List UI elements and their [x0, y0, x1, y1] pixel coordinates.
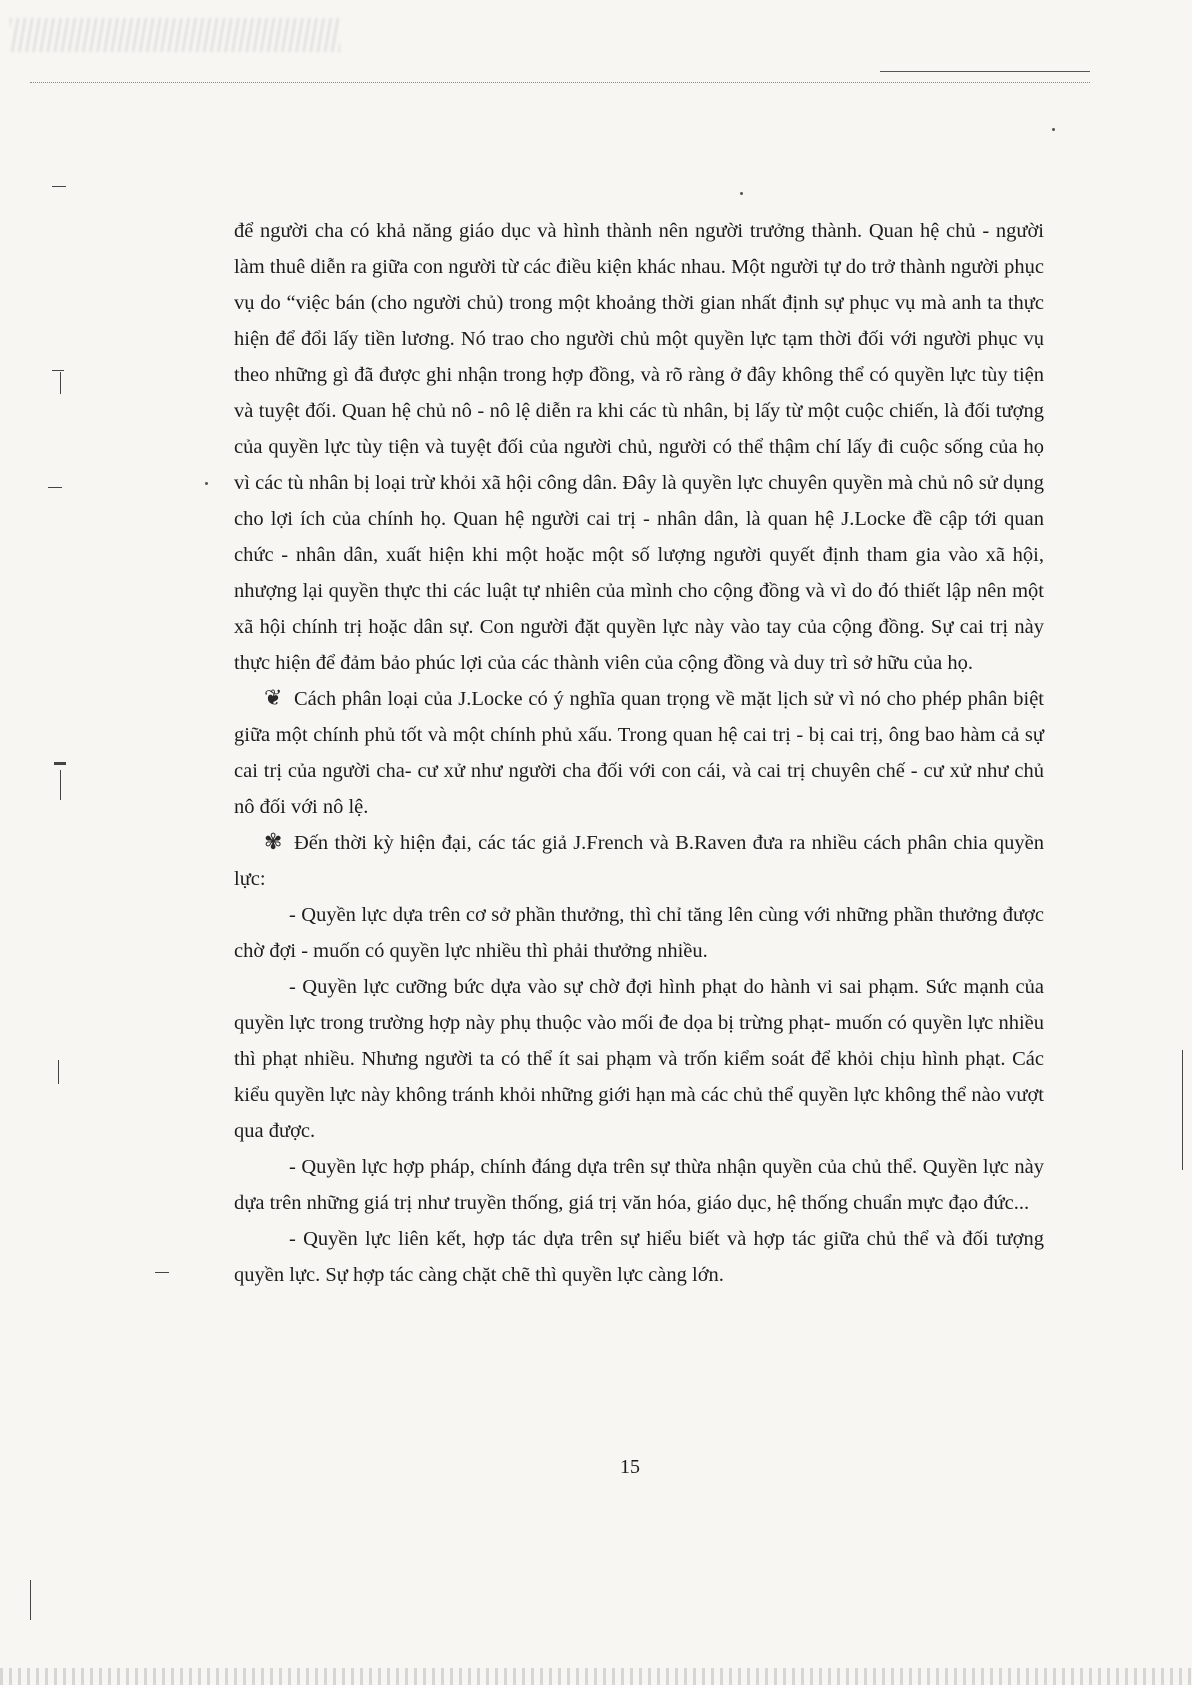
margin-mark [1182, 1050, 1183, 1170]
scan-dot [740, 192, 743, 195]
margin-mark [54, 762, 66, 765]
margin-mark [52, 186, 66, 187]
paragraph [234, 681, 1044, 825]
paragraph: - Quyền lực dựa trên cơ sở phần thưởng, thì chỉ tăng lên cùng với những phần thưởng được chờ đợi - muốn có quyền lực nhiều thì phải thưởng nhiều. [234, 904, 1044, 962]
margin-mark [155, 1272, 169, 1273]
paragraph-text: Cách phân loại của J.Locke có ý nghĩa quan trọng về mặt lịch sử vì nó cho phép phân biệt giữa một chính phủ tốt và một chính phủ xấu. Trong quan hệ cai trị - bị cai trị, ông bao hàm cả sự cai trị của người cha- cư xử như người cha đối với con cái, và cai trị chuyên chế - cư xử như chủ nô đối với nô lệ. [234, 688, 1044, 818]
paragraph: - Quyền lực cưỡng bức dựa vào sự chờ đợi hình phạt do hành vi sai phạm. Sức mạnh của quyền lực trong trường hợp này phụ thuộc vào mối đe dọa bị trừng phạt- muốn có quyền lực nhiều thì phạt nhiều. Nhưng người ta có thể ít sai phạm và trốn kiểm soát để khỏi chịu hình phạt. Các kiểu quyền lực này không tránh khỏi những giới hạn mà các chủ thể quyền lực không thể nào vượt qua được. [234, 976, 1044, 1142]
margin-mark [52, 370, 64, 371]
top-solid-rule [880, 71, 1090, 72]
scan-dot [205, 482, 208, 485]
scan-smudge [10, 18, 340, 52]
paragraph-text: Đến thời kỳ hiện đại, các tác giả J.French và B.Raven đưa ra nhiều cách phân chia quyền lực: [234, 832, 1044, 890]
margin-mark [58, 1060, 59, 1084]
decorative-ornament-icon: ✾ [264, 830, 283, 855]
top-dotted-rule [30, 82, 1090, 83]
margin-mark [60, 372, 61, 394]
margin-mark [60, 770, 61, 800]
decorative-ornament-icon: ❦ [264, 686, 283, 711]
margin-mark [48, 487, 62, 488]
page-number: 15 [620, 1456, 640, 1478]
scan-bottom-band [0, 1668, 1192, 1685]
paragraph [234, 825, 1044, 897]
body-text [234, 213, 1044, 1293]
paragraph: - Quyền lực liên kết, hợp tác dựa trên sự hiểu biết và hợp tác giữa chủ thể và đối tượng quyền lực. Sự hợp tác càng chặt chẽ thì quyền lực càng lớn. [234, 1228, 1044, 1286]
scan-dot [1052, 128, 1055, 131]
paragraph: để người cha có khả năng giáo dục và hình thành nên người trưởng thành. Quan hệ chủ - người làm thuê diễn ra giữa con người từ các điều kiện khác nhau. Một người tự do trở thành người phục vụ do “việc bán (cho người chủ) trong một khoảng thời gian nhất định sự phục vụ mà anh ta thực hiện để đổi lấy tiền lương. Nó trao cho người chủ một quyền lực tạm thời đối với người phục vụ theo những gì đã được ghi nhận trong hợp đồng, và rõ ràng ở đây không thể có quyền lực tùy tiện và tuyệt đối. Quan hệ chủ nô - nô lệ diễn ra khi các tù nhân, bị lấy từ một cuộc chiến, là đối tượng của quyền lực tùy tiện và tuyệt đối của người chủ, người có thể thậm chí lấy đi cuộc sống của họ vì các tù nhân bị loại trừ khỏi xã hội công dân. Đây là quyền lực chuyên quyền mà chủ nô sử dụng cho lợi ích của chính họ. Quan hệ người cai trị - nhân dân, là quan hệ J.Locke đề cập tới quan chức - nhân dân, xuất hiện khi một hoặc một số lượng người quyết định tham gia vào xã hội, nhượng lại quyền thực thi các luật tự nhiên của mình cho cộng đồng và vì do đó thiết lập nên một xã hội chính trị hoặc dân sự. Con người đặt quyền lực này vào tay của cộng đồng. Sự cai trị này thực hiện để đảm bảo phúc lợi của các thành viên của cộng đồng và duy trì sở hữu của họ. [234, 220, 1044, 674]
paragraph: - Quyền lực hợp pháp, chính đáng dựa trên sự thừa nhận quyền của chủ thể. Quyền lực này dựa trên những giá trị như truyền thống, giá trị văn hóa, giáo dục, hệ thống chuẩn mực đạo đức... [234, 1156, 1044, 1214]
margin-mark [30, 1580, 31, 1620]
